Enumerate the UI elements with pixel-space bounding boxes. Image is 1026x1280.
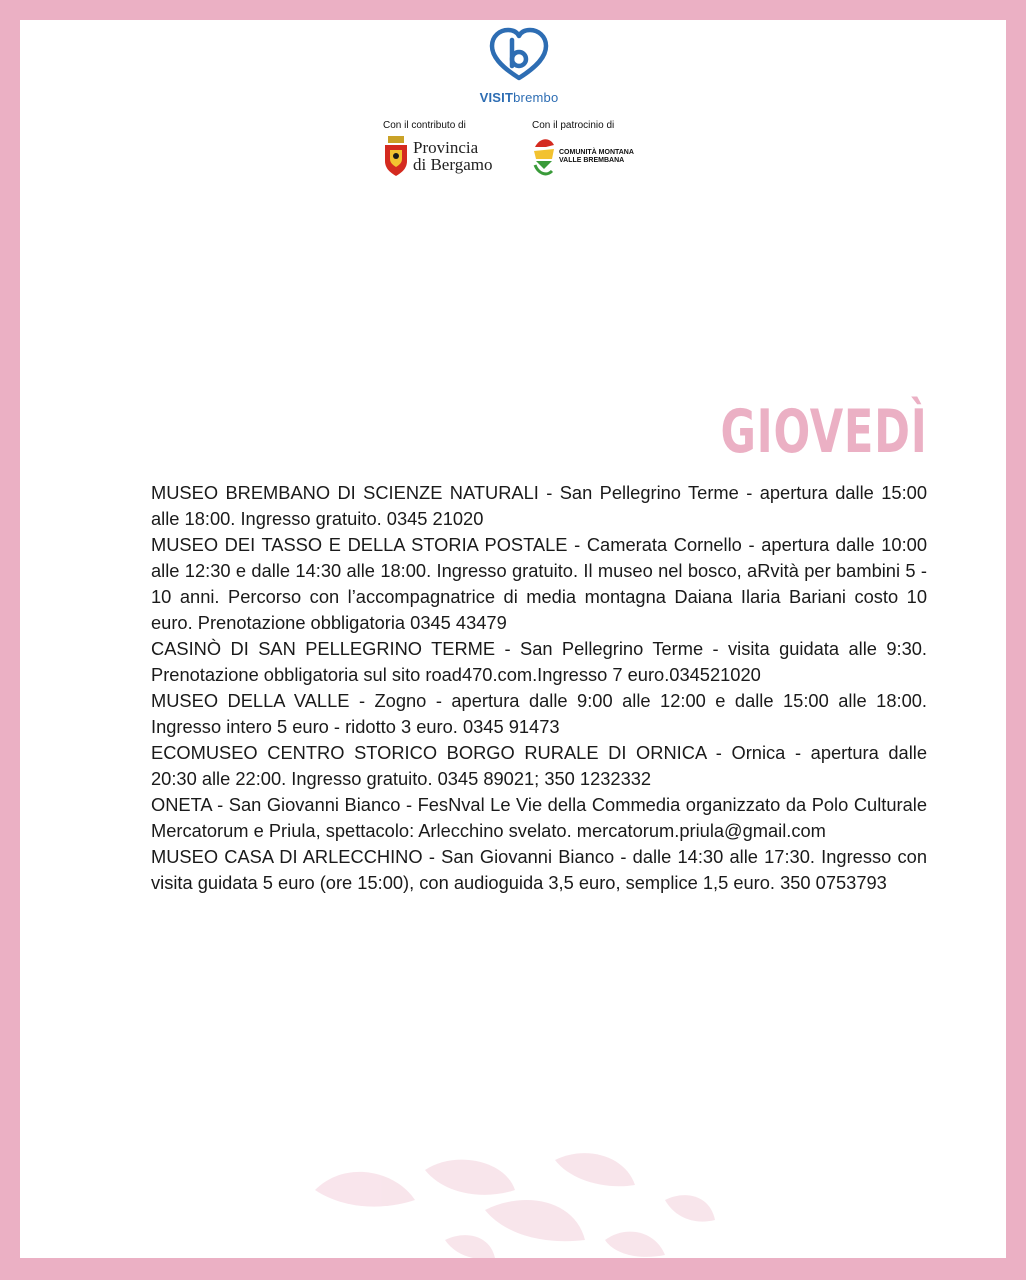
event-item: MUSEO CASA DI ARLECCHINO - San Giovanni Bianco - dalle 14:30 alle 17:30. Ingresso con visita guidata 5 euro (ore 15:00), con audioguida 3,5 euro, semplice 1,5 euro. 350 0753793 <box>151 846 927 893</box>
event-item: MUSEO DELLA VALLE - Zogno - apertura dalle 9:00 alle 12:00 e dalle 15:00 alle 18:00. Ingresso intero 5 euro - ridotto 3 euro. 0345 91473 <box>151 690 927 737</box>
event-item: MUSEO DEI TASSO E DELLA STORIA POSTALE - Camerata Cornello - apertura dalle 10:00 alle 12:30 e dalle 14:30 alle 18:00. Ingresso gratuito. Il museo nel bosco, aRvità per bambini 5 - 10 anni. Percorso con l’accompagnatrice di media montagna Daiana Ilaria Bariani costo 10 euro. Prenotazione obbligatoria 0345 43479 <box>151 534 927 633</box>
event-item: MUSEO BREMBANO DI SCIENZE NATURALI - San Pellegrino Terme - apertura dalle 15:00 alle 18:00. Ingresso gratuito. 0345 21020 <box>151 482 927 529</box>
sponsor-provincia <box>383 120 492 177</box>
sponsor-caption: Con il patrocinio di <box>532 120 615 131</box>
floral-decoration-icon <box>305 1130 725 1258</box>
logo-light: brembo <box>513 90 559 105</box>
sponsor-name-line1: Provincia <box>413 138 479 157</box>
logo-wordmark <box>469 90 569 105</box>
visitbrembo-logo <box>469 22 569 105</box>
day-title: GIOVEDÌ <box>720 397 928 467</box>
sponsor-name-line1: COMUNITÀ MONTANA <box>559 149 634 156</box>
comunita-montana-logo-icon <box>532 135 556 179</box>
sponsor-name-line2: VALLE BREMBANA <box>559 157 625 164</box>
heart-b-icon <box>486 22 552 88</box>
logo-bold: VISIT <box>479 90 514 105</box>
event-item: ONETA - San Giovanni Bianco - FesNval Le Vie della Commedia organizzato da Polo Culturale Mercatorum e Priula, spettacolo: Arlecchino svelato. mercatorum.priula@gmail.com <box>151 794 927 841</box>
event-item: ECOMUSEO CENTRO STORICO BORGO RURALE DI ORNICA - Ornica - apertura dalle 20:30 alle 22:00. Ingresso gratuito. 0345 89021; 350 1232332 <box>151 742 927 789</box>
coat-of-arms-icon <box>383 135 409 177</box>
events-list <box>151 480 927 896</box>
sponsor-name-line2: di Bergamo <box>413 155 493 174</box>
sponsor-comunita-montana <box>532 120 634 179</box>
sponsor-caption: Con il contributo di <box>383 120 466 131</box>
page-frame <box>20 20 1006 1258</box>
event-item: CASINÒ DI SAN PELLEGRINO TERME - San Pellegrino Terme - visita guidata alle 9:30. Prenotazione obbligatoria sul sito road470.com.Ingresso 7 euro.034521020 <box>151 638 927 685</box>
